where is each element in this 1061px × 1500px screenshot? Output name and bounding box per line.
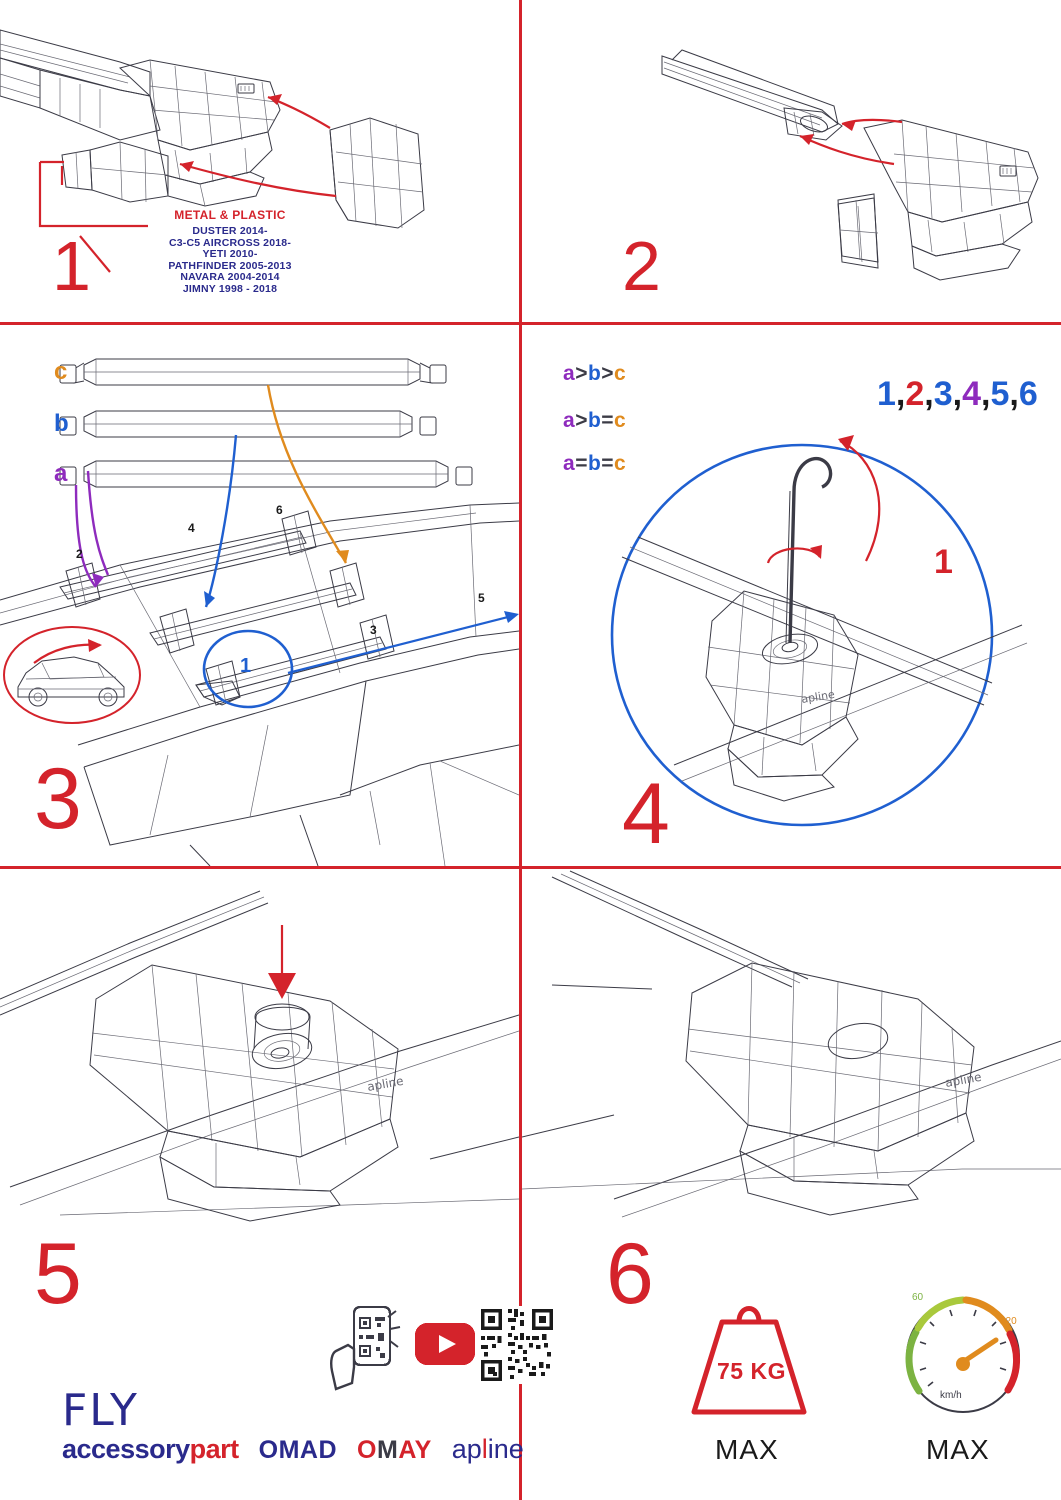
sequence-part-4: 4 (962, 375, 982, 413)
vehicle-item-2: YETI 2010- (202, 248, 258, 260)
brand-apline-ine: ine (487, 1434, 524, 1464)
sequence-part-2: 2 (905, 375, 925, 413)
step-number-2: 2 (622, 227, 659, 305)
equation-2-right: c (614, 452, 627, 475)
brand-omay-ay: AY (398, 1436, 432, 1464)
step-number-4: 4 (622, 766, 668, 862)
vehicle-item-3: PATHFINDER 2005-2013 (168, 259, 292, 272)
max-load-label: MAX (715, 1434, 779, 1465)
panel-step-5 (0, 869, 519, 1229)
panel4-callout-number: 1 (934, 543, 953, 581)
speed-unit-label: km/h (940, 1390, 962, 1401)
max-speed-label: MAX (926, 1434, 990, 1465)
equation-0-left: a (563, 362, 576, 385)
step-number-6: 6 (606, 1226, 652, 1322)
sequence-part-3: 3 (933, 375, 953, 413)
point-number-2: 2 (76, 547, 83, 561)
material-title: METAL & PLASTIC (174, 208, 286, 222)
brand-apline-l: l (481, 1434, 488, 1464)
panel-step-4 (522, 325, 1061, 866)
point-number-5: 5 (478, 591, 485, 605)
svg-text:apline: apline (366, 1073, 405, 1094)
step-number-5: 5 (34, 1226, 80, 1322)
equation-2-op2: = (601, 452, 615, 475)
tightening-sequence: 1,2,3,4,5,6 (877, 375, 1038, 413)
max-load-icon (684, 1292, 814, 1420)
brand-fly: FLY (62, 1385, 139, 1436)
step-number-1: 1 (52, 227, 89, 305)
bar-label-b: b (54, 410, 69, 437)
brand-accessorypart (62, 1434, 239, 1465)
sequence-part-5: 5 (990, 375, 1010, 413)
vehicle-fitment-list (120, 226, 340, 295)
bar-label-c: c (54, 358, 68, 385)
equation-0-op1: > (575, 362, 588, 385)
point-number-1: 1 (240, 655, 252, 677)
panel-6-illustration (522, 869, 1061, 1229)
step-number-3: 3 (34, 751, 80, 847)
point-number-6: 6 (276, 503, 283, 517)
panel-2-illustration (522, 0, 1061, 322)
youtube-icon[interactable] (414, 1322, 476, 1366)
brand-strip (62, 1434, 524, 1465)
brand-omad: OMAD (258, 1436, 338, 1464)
vehicle-item-5: JIMNY 1998 - 2018 (182, 282, 278, 295)
vehicle-item-0: DUSTER 2014- (192, 225, 268, 237)
svg-text:apline: apline (800, 687, 836, 706)
brand-apline (452, 1434, 524, 1465)
equation-0-mid: b (587, 362, 602, 385)
bar-label-a: a (54, 460, 68, 487)
brand-omay-m: M (376, 1436, 399, 1464)
brand-omay-o: O (357, 1436, 377, 1464)
brand-omay (357, 1436, 432, 1465)
equation-1-right: c (614, 409, 627, 432)
sequence-part-6: 6 (1018, 375, 1038, 413)
svg-text:apline: apline (944, 1069, 983, 1090)
panel-step-2 (522, 0, 1061, 322)
equation-0-op2: > (601, 362, 615, 385)
brand-accessory-text: accessory (62, 1434, 190, 1464)
max-load-value: 75 KG (717, 1358, 786, 1384)
equation-1-mid: b (587, 409, 602, 432)
equation-1-op2: = (601, 409, 615, 432)
speed-tick-min: 60 (912, 1292, 924, 1303)
panel-step-3 (0, 325, 519, 866)
panel-step-6 (522, 869, 1061, 1229)
brand-apline-ap: ap (451, 1434, 482, 1464)
panel-5-illustration (0, 869, 519, 1229)
panel-step-1 (0, 0, 519, 322)
max-speed-icon (892, 1286, 1034, 1426)
vehicle-item-4: NAVARA 2004-2014 (180, 271, 280, 283)
equation-2-left: a (563, 452, 576, 475)
equation-1-op1: > (575, 409, 588, 432)
equation-2-op1: = (575, 452, 588, 475)
hand-phone-qr-icon (330, 1305, 404, 1391)
equation-2-mid: b (587, 452, 602, 475)
point-number-4: 4 (188, 521, 195, 535)
equation-1-left: a (563, 409, 576, 432)
footer-left (0, 1226, 524, 1500)
sequence-part-1: 1 (877, 375, 896, 413)
equation-0-right: c (614, 362, 627, 385)
brand-part-text: part (189, 1434, 239, 1464)
vehicle-item-1: C3-C5 AIRCROSS 2018- (168, 236, 292, 249)
speed-tick-max: 120 (1000, 1316, 1017, 1327)
point-number-3: 3 (370, 623, 377, 637)
footer-right (522, 1226, 1061, 1500)
